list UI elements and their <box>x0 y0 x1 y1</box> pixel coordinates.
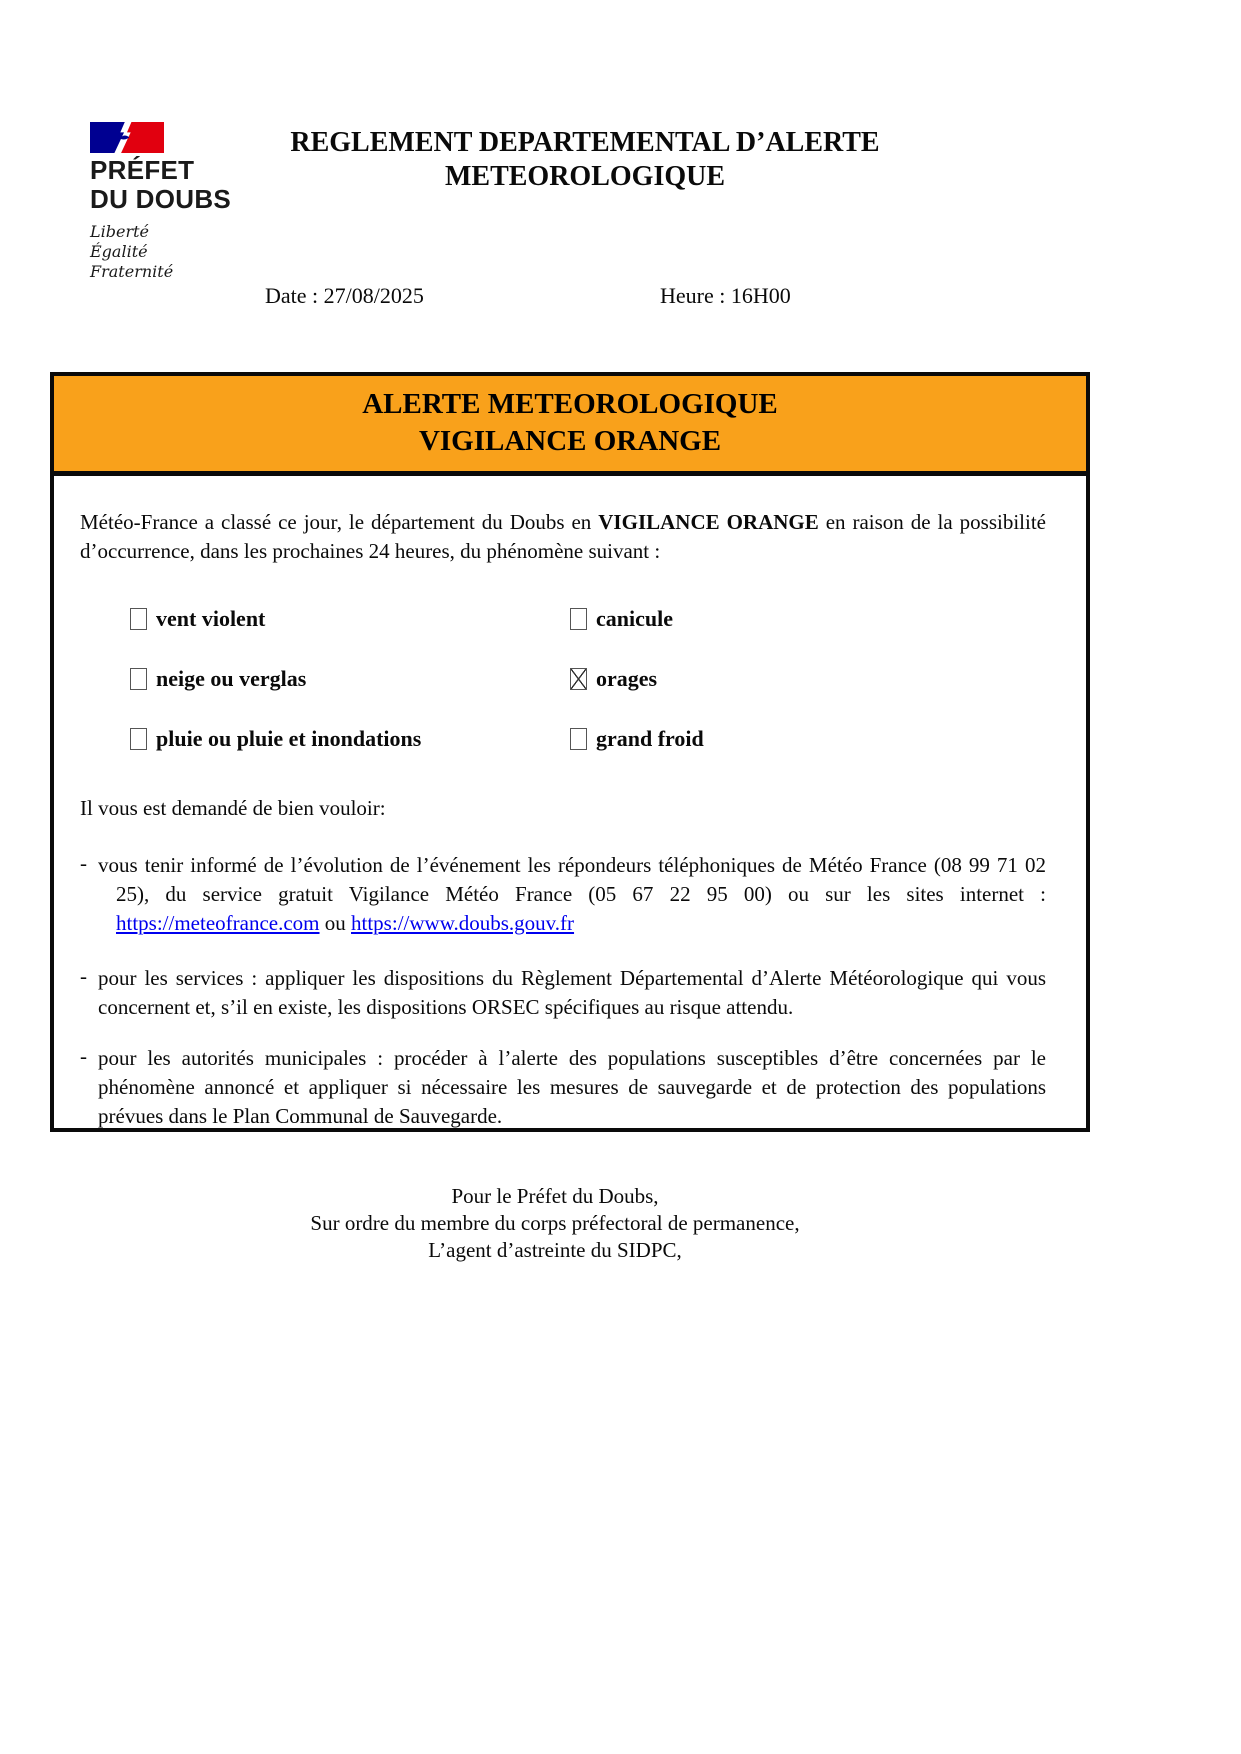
alert-box <box>50 372 1090 1132</box>
document-title-line1: REGLEMENT DEPARTEMENTAL D’ALERTE <box>290 127 880 158</box>
phenomenon-option <box>570 726 1046 752</box>
instruction-text-1 <box>98 851 1046 938</box>
alert-banner-line1: ALERTE METEOROLOGIQUE <box>362 388 778 420</box>
doubs-gouv-link[interactable]: https://www.doubs.gouv.fr <box>351 911 575 936</box>
intro-text-post: en raison de la possibilité d’occurrence, dans les prochaines 24 heures, du phénomène suivant : <box>80 510 1046 564</box>
instruction-text-3: pour les autorités municipales : procéder à l’alerte des populations susceptibles d’être concernées par le phénomène annoncé et appliquer si nécessaire les mesures de sauvegarde et de protection des populations prévues dans le Plan Communal de Sauvegarde. <box>98 1046 1046 1128</box>
signature-line2: Sur ordre du membre du corps préfectoral de permanence, <box>310 1211 800 1236</box>
checkbox[interactable] <box>130 668 147 690</box>
phenomenon-option <box>130 606 570 632</box>
checkbox[interactable] <box>570 608 587 630</box>
signature-line1: Pour le Préfet du Doubs, <box>451 1184 659 1208</box>
checkbox[interactable] <box>130 608 147 630</box>
signature-line3: L’agent d’astreinte du SIDPC, <box>428 1238 682 1263</box>
checkbox-label: neige ou verglas <box>156 666 307 692</box>
checkbox-label: vent violent <box>156 606 266 632</box>
alert-box-body <box>54 476 1086 1131</box>
checkbox[interactable] <box>130 728 147 750</box>
instruction-item-2 <box>80 964 1046 1022</box>
intro-paragraph <box>80 508 1046 566</box>
french-flag-marianne-icon <box>90 122 164 153</box>
republic-motto <box>90 222 260 282</box>
instruction-item-3 <box>80 1044 1046 1131</box>
date-value: Date : 27/08/2025 <box>265 283 424 308</box>
phenomenon-option <box>570 666 1046 692</box>
document-title <box>240 126 930 193</box>
phenomenon-option <box>570 606 1046 632</box>
motto-fraternite: Fraternité <box>90 262 174 282</box>
checkbox-label: canicule <box>596 606 673 632</box>
intro-text-pre: Météo-France a classé ce jour, le département du Doubs en <box>80 510 599 535</box>
instruction-item-1 <box>80 851 1046 938</box>
checkbox-label: pluie ou pluie et inondations <box>156 726 422 752</box>
bullet-dash: - <box>80 1044 87 1068</box>
motto-egalite: Égalité <box>90 242 148 262</box>
alert-banner <box>54 376 1086 476</box>
document-title-line2: METEOROLOGIQUE <box>444 160 726 192</box>
instruction-1-mid: ou <box>319 911 352 936</box>
phenomenon-option <box>130 666 570 692</box>
intro-vigilance-orange: VIGILANCE ORANGE <box>598 510 819 535</box>
alert-banner-line2: VIGILANCE ORANGE <box>418 425 722 458</box>
time-value: Heure : 16H00 <box>660 283 791 308</box>
checkbox-grid <box>130 606 1046 752</box>
prefecture-name-line2: DU DOUBS <box>90 183 232 214</box>
bullet-dash: - <box>80 851 87 876</box>
bullet-dash: - <box>80 964 87 989</box>
instruction-1-pre: vous tenir informé de l’évolution de l’événement les répondeurs téléphoniques de Météo France (08 99 71 02 25), du service gratuit Vigilance Météo France (05 67 22 95 00) ou sur les sites internet : <box>98 853 1046 907</box>
request-intro: Il vous est demandé de bien vouloir: <box>80 796 386 821</box>
instruction-text-2: pour les services : appliquer les dispositions du Règlement Départemental d’Alerte Météorologique qui vous concernent et, s’il en existe, les dispositions ORSEC spécifiques au risque attendu. <box>98 966 1046 1020</box>
phenomenon-option <box>130 726 570 752</box>
checkbox-label: orages <box>596 666 658 692</box>
prefecture-logo <box>90 122 260 282</box>
checkbox-label: grand froid <box>596 726 704 752</box>
motto-liberte: Liberté <box>90 222 149 242</box>
meteofrance-link[interactable]: https://meteofrance.com <box>116 911 320 936</box>
signature-block <box>0 1183 1110 1264</box>
prefecture-name <box>90 156 260 213</box>
checkbox[interactable] <box>570 668 587 690</box>
checkbox[interactable] <box>570 728 587 750</box>
prefecture-name-line1: PRÉFET <box>90 155 195 185</box>
